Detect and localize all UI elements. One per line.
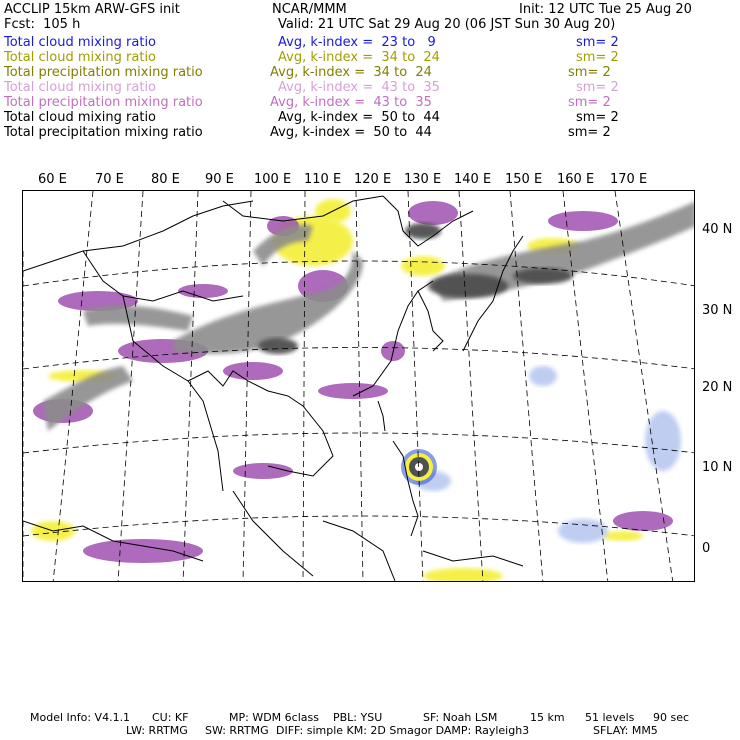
surface-layer-scheme: SFLAY: MM5 — [593, 724, 658, 737]
lat-label: 40 N — [702, 222, 733, 237]
time-step: 90 sec — [653, 711, 690, 724]
model-version: Model Info: V4.1.1 — [30, 711, 131, 724]
field-sm: sm= 2 — [576, 110, 619, 125]
field-sm: sm= 2 — [576, 50, 619, 65]
lon-label: 160 E — [557, 172, 595, 187]
lat-label: 20 N — [702, 380, 733, 395]
init-time: Init: 12 UTC Tue 25 Aug 20 — [519, 2, 692, 17]
field-name: Total precipitation mixing ratio — [4, 125, 203, 140]
field-row — [0, 50, 740, 65]
surface-scheme: SF: Noah LSM — [423, 711, 498, 724]
model-info-line1 — [0, 711, 740, 724]
field-avg: Avg, k-index = 43 to 35 — [278, 80, 440, 95]
lon-label: 100 E — [254, 172, 292, 187]
lon-label: 170 E — [610, 172, 648, 187]
field-name: Total precipitation mixing ratio — [4, 65, 203, 80]
field-avg: Avg, k-index = 43 to 35 — [270, 95, 432, 110]
field-name: Total cloud mixing ratio — [4, 35, 157, 50]
lon-label: 150 E — [505, 172, 543, 187]
shortwave-scheme: SW: RRTMG — [205, 724, 269, 737]
lat-label: 0 — [702, 541, 711, 556]
pbl-scheme: PBL: YSU — [333, 711, 383, 724]
center-name: NCAR/MMM — [272, 2, 347, 17]
lon-label: 70 E — [95, 172, 124, 187]
field-row — [0, 110, 740, 125]
field-row — [0, 65, 740, 80]
resolution: 15 km — [530, 711, 565, 724]
field-sm: sm= 2 — [576, 35, 619, 50]
field-name: Total cloud mixing ratio — [4, 110, 157, 125]
map-canvas — [23, 191, 695, 582]
model-info-line2 — [0, 724, 740, 737]
valid-time: Valid: 21 UTC Sat 29 Aug 20 (06 JST Sun 30 Aug 20) — [278, 17, 616, 32]
forecast-hour: Fcst: 105 h — [4, 17, 81, 32]
lon-label: 60 E — [38, 172, 67, 187]
lon-label: 140 E — [454, 172, 492, 187]
lon-label: 120 E — [354, 172, 392, 187]
diffusion-damping: DIFF: simple KM: 2D Smagor DAMP: Rayleigh3 — [276, 724, 530, 737]
field-row — [0, 95, 740, 110]
field-row — [0, 35, 740, 50]
microphysics-scheme: MP: WDM 6class — [229, 711, 319, 724]
lon-label: 80 E — [151, 172, 180, 187]
longwave-scheme: LW: RRTMG — [126, 724, 188, 737]
lon-label: 90 E — [205, 172, 234, 187]
lon-label: 130 E — [404, 172, 442, 187]
vertical-levels: 51 levels — [585, 711, 635, 724]
field-avg: Avg, k-index = 50 to 44 — [270, 125, 432, 140]
cumulus-scheme: CU: KF — [152, 711, 189, 724]
field-avg: Avg, k-index = 50 to 44 — [278, 110, 440, 125]
lon-label: 110 E — [304, 172, 342, 187]
field-avg: Avg, k-index = 23 to 9 — [278, 35, 436, 50]
field-sm: sm= 2 — [568, 65, 611, 80]
field-name: Total cloud mixing ratio — [4, 80, 157, 95]
field-row — [0, 125, 740, 140]
field-sm: sm= 2 — [568, 125, 611, 140]
typhoon-vortex — [401, 449, 437, 485]
lat-label: 30 N — [702, 303, 733, 318]
plot-title: ACCLIP 15km ARW-GFS init — [4, 2, 180, 17]
map-panel — [22, 190, 695, 582]
field-row — [0, 80, 740, 95]
field-sm: sm= 2 — [568, 95, 611, 110]
field-avg: Avg, k-index = 34 to 24 — [278, 50, 440, 65]
field-sm: sm= 2 — [576, 80, 619, 95]
lat-label: 10 N — [702, 460, 733, 475]
field-name: Total cloud mixing ratio — [4, 50, 157, 65]
field-avg: Avg, k-index = 34 to 24 — [270, 65, 432, 80]
field-name: Total precipitation mixing ratio — [4, 95, 203, 110]
